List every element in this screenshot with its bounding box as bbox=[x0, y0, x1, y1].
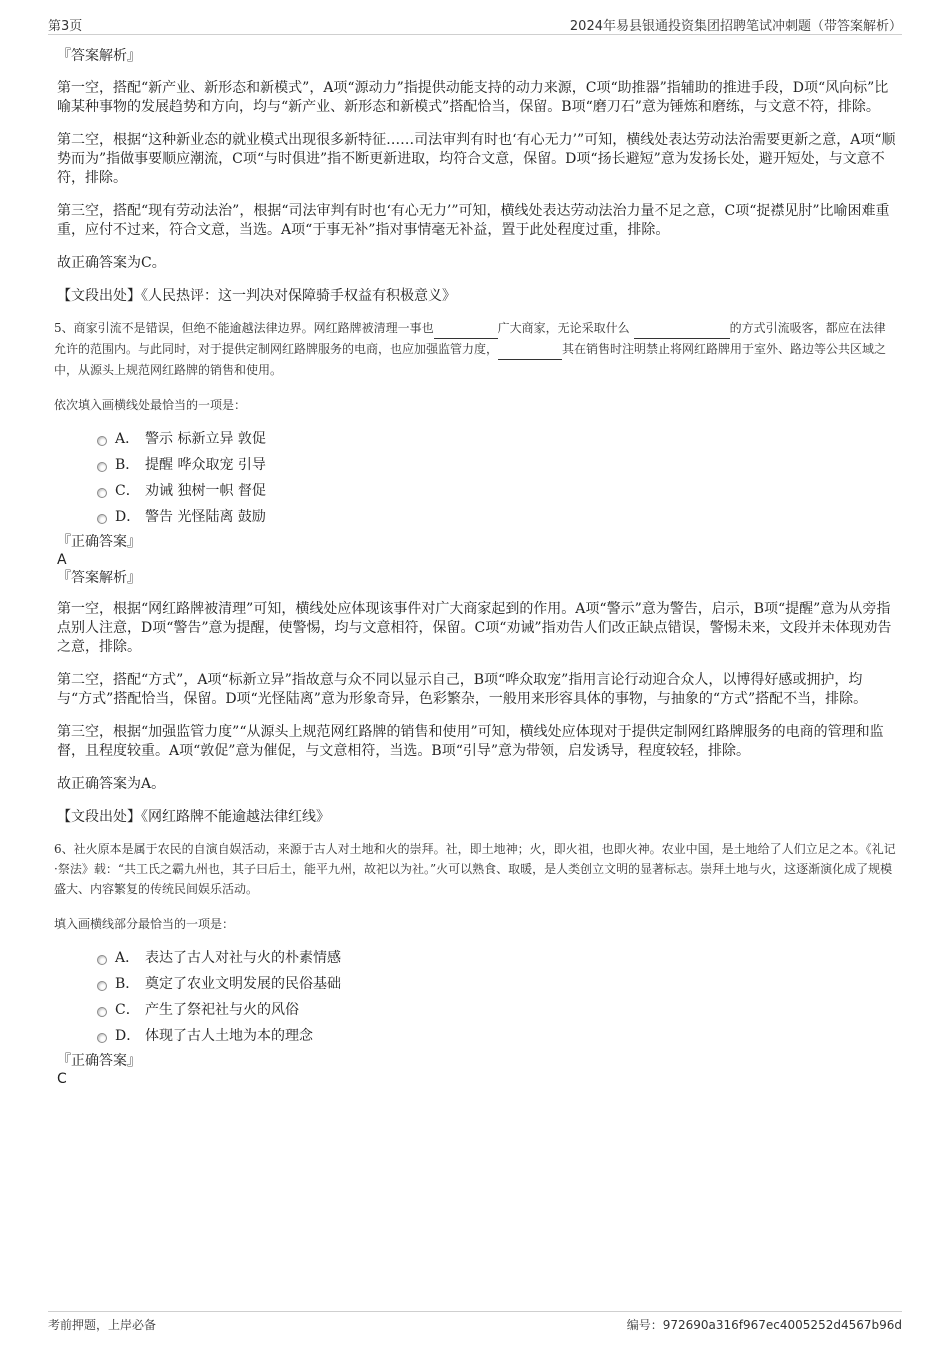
q4-analysis-para-3: 第三空，搭配“现有劳动法治”，根据“司法审判有时也‘有心无力’”可知，横线处表达劳动法治力量不足之意，C项“捉襟见肘”比喻困难重重，应付不过来，符合文意，当选。A项“于事无补”指对事情毫无补益，置于此处程度过重，排除。 bbox=[57, 203, 890, 238]
q5-analysis-para-2: 第二空，搭配“方式”，A项“标新立异”指故意与众不同以显示自己，B项“哗众取宠”指用言论行动迎合众人，以博得好感或拥护，均与“方式”搭配恰当，保留。D项“光怪陆离”意为形象奇异，色彩繁杂，一般用来形容具体的事物，与抽象的“方式”搭配不当，排除。 bbox=[57, 672, 868, 707]
q5-option-b[interactable]: B． 提醒 哗众取宠 引导 bbox=[57, 455, 897, 481]
q6-option-a[interactable]: A． 表达了古人对社与火的朴素情感 bbox=[57, 948, 897, 974]
q5-analysis-label: 『答案解析』 bbox=[57, 570, 141, 586]
radio-button[interactable] bbox=[97, 1007, 107, 1017]
q5-option-d[interactable]: D． 警告 光怪陆离 鼓励 bbox=[57, 507, 897, 533]
radio-button[interactable] bbox=[97, 955, 107, 965]
footer-slogan: 考前押题，上岸必备 bbox=[48, 1318, 157, 1332]
q5-answer-label: 『正确答案』 bbox=[57, 534, 141, 550]
q5-analysis-para-1: 第一空，根据“网红路牌被清理”可知，横线处应体现该事件对广大商家起到的作用。A项“警示”意为警告，启示，B项“提醒”意为从旁指点别人注意，D项“警告”意为提醒，使警惕，均与文意相符，保留。C项“劝诫”指劝告人们改正缺点错误，警惕未来，文段并未体现劝告之意，排除。 bbox=[57, 601, 892, 655]
q5-source: 【文段出处】《网红路牌不能逾越法律红线》 bbox=[57, 809, 330, 825]
document-id: 编号：972690a316f967ec4005252d4567b96d bbox=[626, 1318, 902, 1332]
q5-text-a: 5、商家引流不是错误，但绝不能逾越法律边界。网红路牌被清理一事也 bbox=[54, 321, 434, 335]
q6-option-b[interactable]: B． 奠定了农业文明发展的民俗基础 bbox=[57, 974, 897, 1000]
q4-analysis-para-1: 第一空，搭配“新产业、新形态和新模式”，A项“源动力”指提供动能支持的动力来源，C项“助推器”指辅助的推进手段，D项“风向标”比喻某种事物的发展趋势和方向，均与“新产业、新形态和新模式”搭配恰当，保留。B项“磨刀石”意为锤炼和磨练，与文意不符，排除。 bbox=[57, 80, 889, 115]
q6-answer-label: 『正确答案』 bbox=[57, 1053, 141, 1069]
document-title: 2024年易县银通投资集团招聘笔试冲刺题（带答案解析） bbox=[569, 19, 902, 34]
radio-button[interactable] bbox=[97, 488, 107, 498]
q6-options bbox=[57, 948, 897, 1052]
radio-button[interactable] bbox=[97, 436, 107, 446]
q5-answer: A bbox=[57, 552, 67, 568]
q5-options bbox=[57, 429, 897, 533]
radio-button[interactable] bbox=[97, 462, 107, 472]
q5-prompt: 依次填入画横线处最恰当的一项是： bbox=[54, 398, 247, 412]
q5-question-text bbox=[54, 318, 897, 380]
q6-prompt: 填入画横线部分最恰当的一项是： bbox=[54, 917, 235, 931]
radio-button[interactable] bbox=[97, 1033, 107, 1043]
q6-option-d[interactable]: D． 体现了古人土地为本的理念 bbox=[57, 1026, 897, 1052]
q5-conclusion: 故正确答案为A。 bbox=[57, 776, 166, 792]
q4-conclusion: 故正确答案为C。 bbox=[57, 255, 166, 271]
q5-blank-2 bbox=[634, 318, 730, 339]
q5-analysis-para-3: 第三空，根据“加强监管力度”“从源头上规范网红路牌的销售和使用”可知，横线处应体现对于提供定制网红路牌服务的电商的管理和监督，且程度较重。A项“敦促”意为催促，与文意相符，当选。B项“引导”意为带领，启发诱导，程度较轻，排除。 bbox=[57, 724, 884, 759]
q5-option-a[interactable]: A． 警示 标新立异 敦促 bbox=[57, 429, 897, 455]
q6-answer: C bbox=[57, 1071, 67, 1087]
q4-analysis-para-2: 第二空，根据“这种新业态的就业模式出现很多新特征……司法审判有时也‘有心无力’”可知，横线处表达劳动法治需要更新之意，A项“顺势而为”指做事要顺应潮流，C项“与时俱进”指不断更新进取，均符合文意，保留。D项“扬长避短”意为发扬长处，避开短处，与文意不符，排除。 bbox=[57, 132, 896, 186]
radio-button[interactable] bbox=[97, 981, 107, 991]
q5-option-c[interactable]: C． 劝诫 独树一帜 督促 bbox=[57, 481, 897, 507]
q6-option-c[interactable]: C． 产生了祭祀社与火的风俗 bbox=[57, 1000, 897, 1026]
q5-text-b: 广大商家，无论采取什么 bbox=[497, 321, 630, 335]
q5-blank-1 bbox=[434, 318, 498, 339]
page-footer bbox=[48, 1311, 902, 1336]
q4-source: 【文段出处】《人民热评：这一判决对保障骑手权益有积极意义》 bbox=[57, 288, 456, 304]
page-number: 第3页 bbox=[48, 19, 83, 34]
q5-text-c: 的方式引流吸客，都应在法律允许的范围内。与此同时，对于提供定制网红路牌服务的电商，也应加强监管力度， bbox=[54, 321, 886, 356]
q4-analysis-label: 『答案解析』 bbox=[57, 48, 141, 64]
page-header bbox=[48, 14, 902, 35]
q6-question-text: 6、社火原本是属于农民的自演自娱活动，来源于古人对土地和火的崇拜。社，即土地神；火，即火祖，也即火神。农业中国，是土地给了人们立足之本。《礼记·祭法》载：“共工氏之霸九州也，其子曰后土，能平九州，故祀以为社。”火可以熟食、取暖，是人类创立文明的显著标志。崇拜土地与火，这逐渐演化成了规模盛大、内容繁复的传统民间娱乐活动。 bbox=[54, 842, 896, 896]
page-content bbox=[54, 47, 897, 1088]
radio-button[interactable] bbox=[97, 514, 107, 524]
q5-text-d: 其在销售时注明禁止将网红路牌用于室外、路边等公共区域之中，从源头上规范网红路牌的销售和使用。 bbox=[54, 342, 887, 377]
q5-blank-3 bbox=[498, 339, 562, 360]
